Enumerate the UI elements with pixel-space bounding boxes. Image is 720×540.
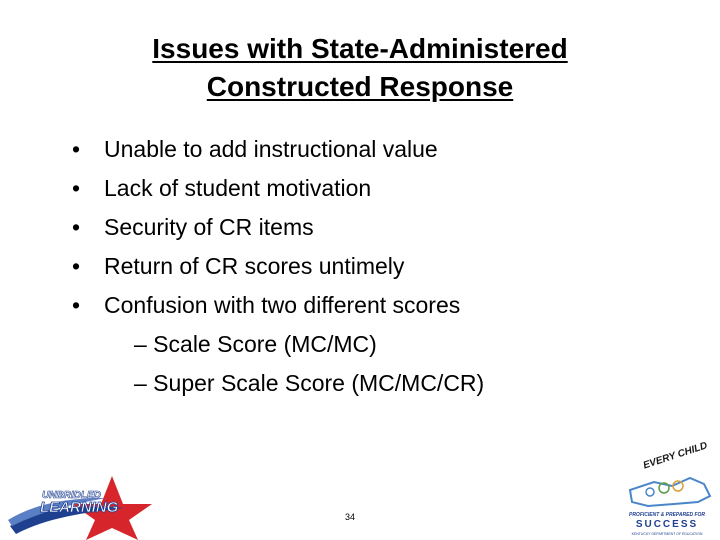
logo-right-line-1: PROFICIENT & PREPARED FOR xyxy=(628,512,706,518)
unbridled-learning-logo xyxy=(6,474,156,540)
bullet-item xyxy=(72,169,632,208)
sub-bullet-list xyxy=(104,325,632,403)
logo-right-line-3: KENTUCKY DEPARTMENT OF EDUCATION xyxy=(631,532,703,536)
logo-left-line-1: UNBRIDLED xyxy=(42,490,101,501)
logo-right-line-2: SUCCESS xyxy=(635,519,699,530)
slide-title-line-1: Issues with State-Administered xyxy=(152,33,568,64)
bullet-text: Confusion with two different scores xyxy=(104,292,461,318)
bullet-dot: • xyxy=(72,253,81,279)
bullet-text: Return of CR scores untimely xyxy=(104,253,405,279)
every-child-logo xyxy=(614,440,720,540)
bullet-dot: • xyxy=(72,292,81,318)
bullet-text: Lack of student motivation xyxy=(104,175,372,201)
kentucky-shape xyxy=(630,478,710,506)
sub-bullet-item: – Scale Score (MC/MC) xyxy=(134,331,377,357)
bullet-item xyxy=(72,286,632,403)
sub-bullet-item: – Super Scale Score (MC/MC/CR) xyxy=(134,370,485,396)
bullet-text: Unable to add instructional value xyxy=(104,136,438,162)
logo-right-top: EVERY CHILD xyxy=(641,440,709,472)
page-number: 34 xyxy=(344,512,355,522)
slide-title-line-2: Constructed Response xyxy=(206,71,514,102)
bullet-list xyxy=(72,130,632,403)
child-figure-icon xyxy=(646,488,654,496)
bullet-text: Security of CR items xyxy=(104,214,314,240)
bullet-dot: • xyxy=(72,214,81,240)
bullet-item xyxy=(72,208,632,247)
slide-title xyxy=(0,30,720,106)
logo-left-line-2: LEARNING xyxy=(40,499,119,516)
bullet-dot: • xyxy=(72,136,81,162)
bullet-dot: • xyxy=(72,175,81,201)
bullet-item xyxy=(72,247,632,286)
bullet-item xyxy=(72,130,632,169)
